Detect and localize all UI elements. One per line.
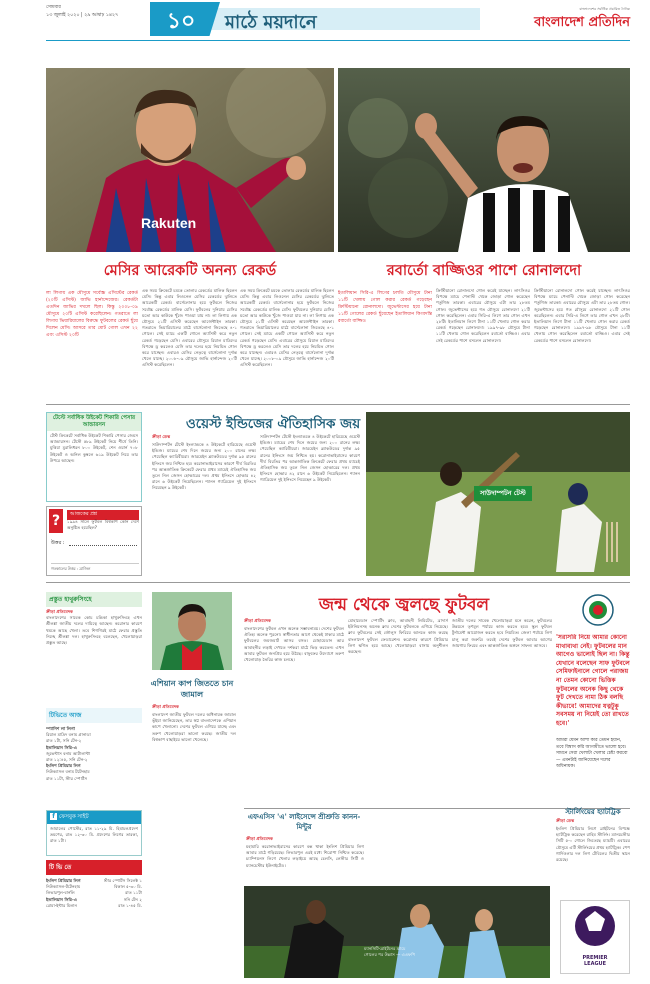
schedule-item: স্প্যানিশ লা লিগা — [46, 726, 75, 731]
cricket-photo — [366, 412, 630, 576]
tv-box — [46, 860, 142, 976]
sidebar-cricket-title: প্রস্তুত হাথুরুসিংহে — [46, 592, 142, 607]
football-byline: ক্রীড়া প্রতিবেদক — [244, 618, 271, 623]
sidebar-cricket-byline: ক্রীড়া প্রতিবেদক — [46, 609, 73, 614]
schedule-item: ইংলিশ প্রিমিয়ার লিগ — [46, 763, 81, 769]
cricket-body-col2: সাউদাম্পটন টেস্টে ইংল্যান্ডকে ৪ উইকেটে হারিয়েছে ওয়েস্ট ইন্ডিজ। ম্যাচের শেষ দিনে জয়ের জন্য ২০০ রানের লক্ষ্য পেয়েছিল ক্যারিবীয়রা। জারমেইন ব্ল্যাকউডের দুর্দান্ত ৯৫ রানের ইনিংসে জয় নিশ্চিত হয়। করোনাভাইরাসের কারণে দীর্ঘ বিরতির পর আন্তর্জাতিক ক্রিকেটে ফেরার প্রথম ম্যাচেই ঐতিহাসিক জয় তুলে নিল জেসন হোল্ডারের দল। প্রথম ইনিংসে হোল্ডার ৪২ রানে ৬ উইকেট নিয়েছিলেন। শ্যানন গ্যাব্রিয়েল দুই ইনিংসে নিয়েছেন ৯ উইকেট। — [260, 434, 360, 483]
svg-text:Rakuten: Rakuten — [141, 215, 197, 231]
stat-box-title: টেস্টে সর্বাধিক উইকেট শিকারি পেসার আন্ডারসন — [47, 413, 141, 431]
quiz-question: ১৯৯৪ সালে ফুটবল বিশ্বকাপ কোন দেশে অনুষ্ঠিত হয়েছিল? — [67, 519, 139, 531]
full-date: ১৩ জুলাই ২০২০ | ২৯ আষাঢ় ১৪২৭ — [46, 13, 119, 18]
quiz-badge: ? — [49, 509, 63, 533]
hatrick-body: ইংলিশ প্রিমিয়ার লিগে ব্রাইটনের বিপক্ষে হ্যাটট্রিক করেছেন রাহিম স্টার্লিং। ম্যানচেস্টার সিটি ৫-০ গোলে জিতেছে ম্যাচটি। এবারের মৌসুমে এটি স্টার্লিংয়ের প্রথম হ্যাটট্রিক। পেপ গার্দিওলার দল লিগ টেবিলের দ্বিতীয় স্থানে রয়েছে। — [556, 826, 630, 863]
quiz-footnote: গতকালের উত্তর : ব্রাজিল — [51, 563, 139, 573]
tv-row-left: ইতালিয়ান সিরি-এ — [46, 896, 77, 902]
schedule-item: রাত ১২:৪৫, সনি টেন-২ — [46, 757, 88, 763]
tv-title: টি ভি তে — [46, 860, 142, 875]
facebook-title-text: ফেসবুক সাইট — [59, 814, 89, 820]
tv-row-left: লিভারপুল-বার্নলি — [46, 890, 75, 896]
cricket-body-col1: সাউদাম্পটন টেস্টে ইংল্যান্ডকে ৪ উইকেটে হারিয়েছে ওয়েস্ট ইন্ডিজ। ম্যাচের শেষ দিনে জয়ের জন্য ২০০ রানের লক্ষ্য পেয়েছিল ক্যারিবীয়রা। জারমেইন ব্ল্যাকউডের দুর্দান্ত ৯৫ রানের ইনিংসে জয় নিশ্চিত হয়। করোনাভাইরাসের কারণে দীর্ঘ বিরতির পর আন্তর্জাতিক ক্রিকেটে ফেরার প্রথম ম্যাচেই ঐতিহাসিক জয় তুলে নিল জেসন হোল্ডারের দল। প্রথম ইনিংসে হোল্ডার ৪২ রানে ৬ উইকেট নিয়েছিলেন। শ্যানন গ্যাব্রিয়েল দুই ইনিংসে নিয়েছেন ৯ উইকেট। — [152, 442, 256, 491]
ronaldo-body-col2: ক্রিস্টিয়ানো রোনালদো গোল করেই যাচ্ছেন। লাৎসিওর বিপক্ষে ম্যাচে পেনাল্টি থেকে জোড়া গোল করেছেন পর্তুগিজ তারকা। এবারের মৌসুমে এটা তার ২৮তম গোল। জুভেন্টাসের হয়ে গত মৌসুমে রোনালদো ২১টি গোল করেছিলেন। এবার সিরি-এ লিগে তার গোল এখন ২৮টি। ইতালিয়ান লিগে টানা ১১টি খেলায় গোল করার রেকর্ড গড়েছেন রোনালদো। ১৯৯৭-৯৮ মৌসুমে টানা ১১টি খেলায় গোল করেছিলেন রবার্তো বাজ্জিও। এবার সেই রেকর্ডের পাশে বসলেন রোনালদো। — [534, 288, 630, 343]
quiz-answer-label: উত্তর : — [51, 540, 65, 546]
tv-row-left: ইংলিশ প্রিমিয়ার লিগ — [46, 878, 81, 883]
tv-list — [46, 878, 142, 909]
ronaldo-body-col1: ক্রিস্টিয়ানো রোনালদো গোল করেই যাচ্ছেন। লাৎসিওর বিপক্ষে ম্যাচে পেনাল্টি থেকে জোড়া গোল করেছেন পর্তুগিজ তারকা। এবারের মৌসুমে এটা তার ২৮তম গোল। জুভেন্টাসের হয়ে গত মৌসুমে রোনালদো ২১টি গোল করেছিলেন। এবার সিরি-এ লিগে তার গোল এখন ২৮টি। ইতালিয়ান লিগে টানা ১১টি খেলায় গোল করার রেকর্ড গড়েছেন রোনালদো। ১৯৯৭-৯৮ মৌসুমে টানা ১১টি খেলায় গোল করেছিলেন রবার্তো বাজ্জিও। এবার সেই রেকর্ডের পাশে বসলেন রোনালদো। — [436, 288, 530, 343]
schedule-item: রাত ১১টা, স্টার স্পোর্টস — [46, 775, 87, 781]
cricket-headline: ওয়েস্ট ইন্ডিজের ঐতিহাসিক জয় — [185, 416, 361, 432]
messi-body-col1: এক সময় ক্রিকেটে চমকে তোলার রেকর্ডের মালিক ছিলেন মেসি। কিন্তু এবার লিওনেল মেসির রেকর্ডের ঝুলিতে আরেকটি রেকর্ড। বার্সেলোনার হয়ে ফুটবলে নিজের সর্বোচ্চ রেকর্ডের মালিক মেসি। ফুটবলের দুনিয়ায় মেসির মতো আর কাউকে খুঁজে পাওয়া যায় না। লা লিগায় এক মৌসুমে ২১টি এসিস্ট করেছেন আর্জেন্টাইন তারকা। গতরাতে ভিয়ারিয়ালের মাঠে বার্সেলোনা জিতেছে ৪-১ গোলে। সেই ম্যাচে একটি গোলে অ্যাসিস্ট করে নতুন রেকর্ড গড়েছেন মেসি। এবারের মৌসুমে রিয়াল মাদ্রিদের বিপক্ষে ড্র করলেও মেসি তার দলের হয়ে নিয়মিত গোল করে যাচ্ছেন। এবারও মেসির নেতৃত্বে বার্সেলোনা দুর্দান্ত খেলে যাচ্ছে। ২০০৮-০৯ মৌসুমে জাভি হার্নান্দেজ ২০টি এসিস্ট করেছিলেন। — [142, 288, 237, 368]
facebook-title — [47, 811, 141, 824]
facebook-icon: f — [50, 813, 57, 820]
brand-tagline: বাংলাদেশের সর্বাধিক প্রচারিত দৈনিক — [579, 7, 630, 11]
facebook-body: জামালের পোস্টের, রাত ১১-২৯ মি. হিমাচলপ্রদেশ ভ্রমণের, রাত ১২-৩০ মি. প্রদেশের লিগের তারকা, রাত ১টা। — [50, 826, 138, 844]
facebook-box — [46, 810, 142, 856]
cricket-image-label: সাউদাম্পটন টেস্ট — [474, 486, 532, 501]
epl-photo — [244, 886, 550, 978]
schedule-item: জুভেন্টাস বনাম আটালান্টা — [46, 750, 91, 756]
tv-row-left: রোমা-ইন্টার মিলান — [46, 902, 77, 908]
jamal-photo — [152, 592, 232, 670]
schedule-title: টিভিতে আজ — [46, 708, 142, 723]
epl-byline: ক্রীড়া প্রতিবেদক — [246, 836, 273, 841]
header-rule — [46, 40, 630, 41]
schedule-item: ইতালিয়ান সিরি-এ — [46, 744, 77, 750]
section-divider-1 — [46, 404, 630, 405]
tv-row-right: স্টার স্পোর্টস সিলেক্ট ১ — [103, 878, 142, 883]
brand-logo: বাংলাদেশ প্রতিদিন — [534, 15, 630, 30]
sidebar-quote: আমরা যেমন আশা করি তেমন হয়নি, তবে বিশ্বাস করি আগামীতে ভালো হবে। সামনে সেরা খেলাটা খেলার চেষ্টা করবো — এমনটাই জানিয়েছেন দলের অধিনায়ক। — [556, 738, 628, 769]
messi-headline: মেসির আরেকটি অনন্য রেকর্ড — [103, 262, 277, 279]
jamal-body: বাংলাদেশ জাতীয় ফুটবল দলের অধিনায়ক জামাল ভূঁইয়া জানিয়েছেন, তার স্বপ্ন বাংলাদেশকে এশিয়ান কাপে খেলানো। দেশের ফুটবল এগিয়ে যাচ্ছে এবং তরুণ খেলোয়াড়রা ভালো করছে। জাতীয় দল বিশ্বকাপ বাছাইয়ে ভালো খেলেছে। — [152, 712, 236, 742]
sidebar-cricket-news — [46, 592, 142, 702]
page-number: ১০ — [166, 8, 196, 34]
hatrick-byline: ক্রীড়া ডেস্ক — [556, 818, 575, 823]
tv-row-right: সনি টেন ২ — [123, 896, 142, 902]
jamal-byline: ক্রীড়া প্রতিবেদক — [152, 704, 179, 709]
weekday: সোমবার — [46, 5, 61, 10]
football-body-col1: বাংলাদেশের ফুটবল এখন অনেক সম্ভাবনাময়। দেশের ফুটবল ঐতিহ্য অনেক পুরনো। স্বাধীনতার আগে থেকেই ঢাকার মাঠে ফুটবলের জমজমাট আসর বসত। মোহামেডান আর আবাহনীর লড়াই দেখতে দর্শকরা মাঠে ভিড় করতেন। এখন আবার ফুটবল জনপ্রিয় হয়ে উঠছে। বাফুফের উদ্যোগে তরুণ খেলোয়াড় তৈরির কাজ চলছে। — [244, 626, 344, 663]
epl-headline: এফএসিস 'এ' লাইসেন্সে শ্রীশ্রুতি কানন-মিন্টুর — [247, 812, 361, 831]
football-body-col2: মোহামেডান স্পোর্টিং ক্লাব, আবাহনী লিমিটেড, ব্রাদার্স ইউনিয়নসহ অনেক ক্লাব দেশের ফুটবলকে এগিয়ে নিয়েছে। ক্লাব ফুটবলের সেই জৌলুস ফিরিয়ে আনতে কাজ করছে বাংলাদেশ ফুটবল ফেডারেশন। করোনার কারণে প্রিমিয়ার লিগ স্থগিত হয়ে আছে। খেলোয়াড়রা বাসায় অনুশীলন করছেন। — [348, 618, 448, 655]
premier-league-logo — [560, 900, 630, 974]
schedule-item: রিয়াল মাদ্রিদ বনাম গ্রানাডা — [46, 732, 91, 738]
jamal-headline: এশিয়ান কাপ জিততে চান জামাল — [150, 678, 234, 699]
tv-row-left: নিউক্যাসল-টটেনহাম — [46, 884, 81, 890]
tv-row-right: বিকাল ৫-৩০ মি. — [114, 884, 142, 890]
messi-body-col2: এক সময় ক্রিকেটে চমকে তোলার রেকর্ডের মালিক ছিলেন মেসি। কিন্তু এবার লিওনেল মেসির রেকর্ডের ঝুলিতে আরেকটি রেকর্ড। বার্সেলোনার হয়ে ফুটবলে নিজের সর্বোচ্চ রেকর্ডের মালিক মেসি। ফুটবলের দুনিয়ায় মেসির মতো আর কাউকে খুঁজে পাওয়া যায় না। লা লিগায় এক মৌসুমে ২১টি এসিস্ট করেছেন আর্জেন্টাইন তারকা। গতরাতে ভিয়ারিয়ালের মাঠে বার্সেলোনা জিতেছে ৪-১ গোলে। সেই ম্যাচে একটি গোলে অ্যাসিস্ট করে নতুন রেকর্ড গড়েছেন মেসি। এবারের মৌসুমে রিয়াল মাদ্রিদের বিপক্ষে ড্র করলেও মেসি তার দলের হয়ে নিয়মিত গোল করে যাচ্ছেন। এবারও মেসির নেতৃত্বে বার্সেলোনা দুর্দান্ত খেলে যাচ্ছে। ২০০৮-০৯ মৌসুমে জাভি হার্নান্দেজ ২০টি এসিস্ট করেছিলেন। — [240, 288, 334, 368]
tv-row-right: রাত ১১টা — [125, 890, 142, 896]
cricket-byline: ক্রীড়া ডেস্ক — [152, 434, 171, 439]
sidebar-cricket-body: বাংলাদেশের সাবেক কোচ চন্ডিকা হাথুরুসিংহে এখন শ্রীলঙ্কা জাতীয় দলের দায়িত্বে আছেন। করোনার কারণে থমকে আছে খেলা। তবে শিগগিরই মাঠে ফেরার প্রস্তুতি নিচ্ছে শ্রীলঙ্কা দল। হাথুরুসিংহে বলেছেন, খেলোয়াড়রা প্রস্তুত আছে। — [46, 615, 142, 646]
schedule-item: রাত ১টা, সনি টেন-২ — [46, 738, 82, 744]
football-headline: জন্ম থেকে জ্বলছে ফুটবল — [318, 595, 490, 615]
epl-caption: ম্যানসিটি-ব্রাইটনের ম্যাচে গোলের পর উল্লাস — এএফপি — [364, 946, 416, 957]
messi-photo — [46, 68, 334, 252]
schedule-list — [46, 726, 142, 782]
ronaldo-photo — [338, 68, 630, 252]
tv-row — [46, 903, 142, 909]
quiz-answer-line[interactable] — [69, 545, 137, 546]
premier-league-text: PREMIER LEAGUE — [582, 955, 608, 967]
schedule-item: নিউক্যাসল বনাম টটেনহাম — [46, 769, 90, 775]
ronaldo-headline: রবার্তো বাজ্জিওর পাশে রোনালদো — [386, 262, 582, 279]
section-title: মাঠে ময়দানে — [225, 12, 317, 33]
epl-body: মহামারি করোনাভাইরাসের কারণে বন্ধ থাকা ইংলিশ প্রিমিয়ার লিগ আবার মাঠে গড়িয়েছে। লিভারপুল এরই মধ্যে শিরোপা নিশ্চিত করেছে। চ্যাম্পিয়নস লিগে খেলার লড়াইয়ে আছে চেলসি, লেস্টার সিটি ও ম্যানচেস্টার ইউনাইটেড। — [246, 844, 364, 868]
quiz-title: আজকের প্রশ্ন — [67, 510, 139, 520]
schedule-box — [46, 708, 142, 808]
football-body-col3: জাতীয় দলের সাবেক খেলোয়াড়রা মনে করেন, ফুটবলের উন্নয়নে তৃণমূল পর্যায়ে কাজ করতে হবে। স্কুল ফুটবল টুর্নামেন্ট আয়োজন করতে হবে নিয়মিত। জেলা পর্যায়ে লিগ চালু করা জরুরি। তবেই দেশের ফুটবল আবার আগের জায়গায় ফিরবে এবং আন্তর্জাতিক অঙ্গনে সাফল্য আসবে। — [452, 618, 552, 648]
date-block — [46, 4, 156, 20]
pull-quote: 'সরাসরি নিয়ে আমার কোনো মাথাব্যথা নেই। ফুটবলের মান আগেও ভালোই ছিল না। কিন্তু যেখানে বলেছেন সাফ ফুটবলে সেমিফাইনালে গোলে পরাজয় না তেমন কোনো ভিত্তিক ফুটবলের অনেক কিছু থেকে ফুট দেখতে নামা ঠিক বলছি কীভাবে! আমাদের যত্নটুকু সবসময় না নিয়েই তো রাখতে হবে।' — [556, 634, 630, 727]
stat-box — [46, 412, 142, 502]
section-divider-2 — [46, 582, 630, 583]
tv-row-right: রাত ১-৪৫ মি. — [118, 902, 142, 908]
stat-box-body: টেস্ট ক্রিকেটে সর্বাধিক উইকেট শিকারি পেসার জেমস অ্যান্ডারসন। টেস্টে ৫৮৯ উইকেট নিয়ে শীর্ষে তিনি। মুত্তিয়া মুরালিধরন ৮০০ উইকেট, শেন ওয়ার্ন ৭০৮ উইকেট ও অনিল কুম্বলে ৬১৯ উইকেট নিয়ে তার উপরে আছেন। — [50, 433, 138, 463]
bff-logo — [572, 590, 624, 630]
ronaldo-highlight: ইতালিয়ান সিরি-এ লিগের চলতি মৌসুমে টানা ১১টি খেলায় গোল করার রেকর্ড গড়েছেন ক্রিস্টিয়ানো রোনালদো। জুভেন্টাসের হয়ে টানা ১১টি গোলের রেকর্ড ছুঁয়েছেন ইতালিয়ান কিংবদন্তি রবার্তো বাজ্জিও — [338, 291, 432, 324]
messi-highlight: লা লিগায় এক মৌসুমে সর্বোচ্চ এসিস্টের রেকর্ড (২০টি এসিস্ট) জাভি হার্নান্দেজের। রেকর্ডটা এতদিন জাভির দখলে ছিল। কিন্তু ২০০৮-০৯ মৌসুমে ২০টি এসিস্ট করেছিলেন। গতরাতে লা লিগায় ভিয়ারিয়ালের বিরুদ্ধে ফুটবলের রেকর্ড ছুঁয়ে দিলেন মেসি। আসরে তার মোট গোল এখন ২২ এবং এসিস্ট ২০টি — [46, 291, 138, 338]
quiz-box — [46, 506, 142, 576]
hatrick-headline: স্টার্লিংয়ের হ্যাটট্রিক — [565, 807, 621, 816]
